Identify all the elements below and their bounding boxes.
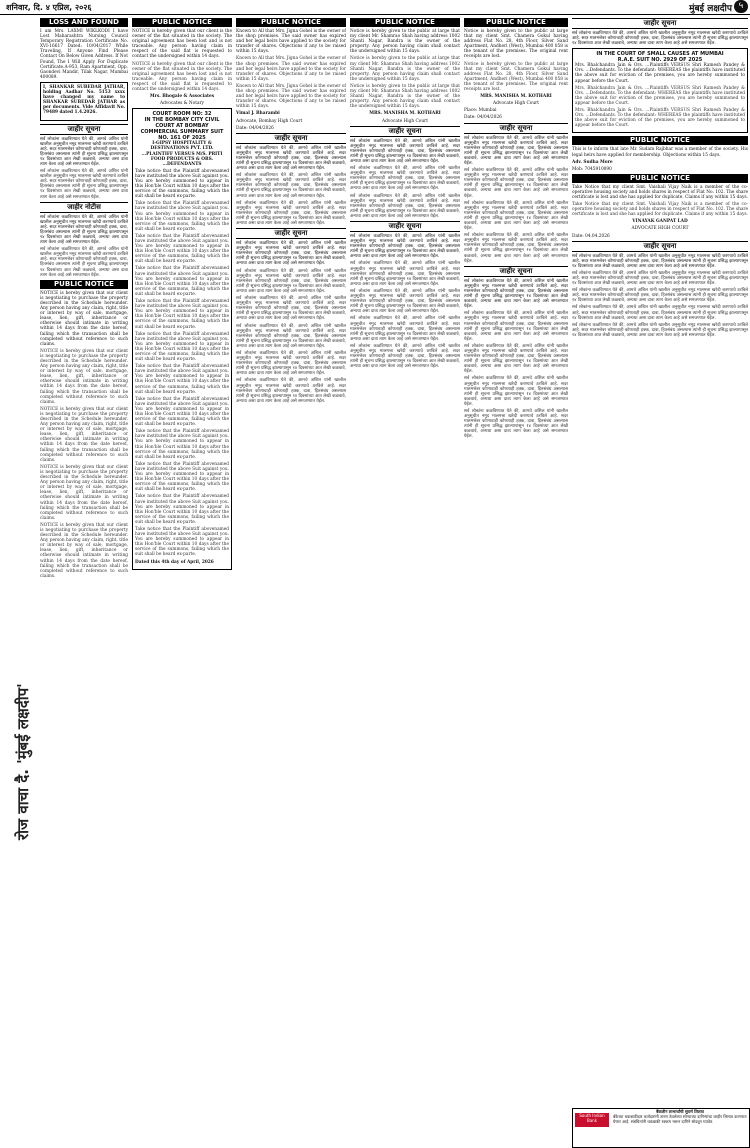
jahir-soochna-body-3: सर्व लोकांना कळविण्यात येते की, आमचे अशिल यांनी खालील अनुसूचीत नमूद मालमत्ता खरेदी करण्याचे ठरविले आहे. सदर मालमत्तेवर कोणाचाही कोणताही हक्क, दावा, हितसंबंध असल्यास त्यांनी ही सूचना प्रसिद्ध झाल्यापासून १४ दिवसांच्या आत लेखी कळवावे, अन्यथा असा दावा त्याग केला आहे असे समजण्यात येईल.	[236, 241, 346, 267]
small-causes-body-3: Mrs. Bhalchandra Jain & Ors. ...Plaintiffs VERSUS Shri Ramesh Pandey & Ors. ...Defendants. To the defendant: WHEREAS the plaintiffs have instituted the above suit for eviction of the premises, you are hereby summoned to appear before the Court.	[575, 108, 745, 129]
court-parties: I-GIPSY HOSPITALITY & DESTINATIONS PVT. LTD. ...PLAINTIFF VERSUS M/S. PRITI FOOD PRODUCTS & ORS. ...DEFENDANTS	[141, 141, 223, 167]
public-notice-f-body: Take Notice that my client Smt. Vaishali Vijay Naik is a member of the co-operative housing society and holds shares in respect of Flat No. 102. The share certificate is lost and she has applied for duplicate. Claims if any within 15 days.	[572, 184, 748, 200]
public-notice-e-place: Place: Mumbai	[464, 108, 497, 114]
public-notice-c-signed: Vimal J. Bharambi	[236, 111, 280, 117]
public-notice-g-body: This is to inform that late Mr. Sudam Rajbhar was a member of the society. His legal heirs have applied for membership. Objections within 15 days.	[572, 147, 748, 158]
jahir-soochna-body-4: सर्व लोकांना कळविण्यात येते की, आमचे अशिल यांनी खालील अनुसूचीत नमूद मालमत्ता खरेदी करण्याचे ठरविले आहे. सदर मालमत्तेवर कोणाचाही कोणताही हक्क, दावा, हितसंबंध असल्यास त्यांनी ही सूचना प्रसिद्ध झाल्यापासून १४ दिवसांच्या आत लेखी कळवावे, अन्यथा असा दावा त्याग केला आहे असे समजण्यात येईल.	[350, 138, 460, 164]
jahir-soochna-heading-8: जाहीर सूचना	[572, 18, 748, 29]
small-causes-heading: IN THE COURT OF SMALL CAUSES AT MUMBAI	[596, 51, 724, 58]
public-notice-d-heading: PUBLIC NOTICE	[350, 18, 460, 27]
jahir-soochna-body-2b: सर्व लोकांना कळविण्यात येते की, आमचे अशिल यांनी खालील अनुसूचीत नमूद मालमत्ता खरेदी करण्याचे ठरविले आहे. सदर मालमत्तेवर कोणाचाही कोणताही हक्क, दावा, हितसंबंध असल्यास त्यांनी ही सूचना प्रसिद्ध झाल्यापासून १४ दिवसांच्या आत लेखी कळवावे, अन्यथा असा दावा त्याग केला आहे असे समजण्यात येईल.	[236, 173, 346, 199]
jahir-soochna-heading-4: जाहीर सूचना	[350, 126, 460, 137]
name-change-body: I, SHANKAR SUBEDAR JATHAR, holding Aadhar No. 5153 xxxx have changed my name to SHANKAR SUBEDAR JATHAR as per documents. Vide Affidavit No. 79489 dated 1.4.2026.	[43, 84, 125, 116]
public-notice-a-heading: PUBLIC NOTICE	[40, 280, 128, 289]
court-date: Dated this 4th day of April, 2026	[135, 559, 214, 565]
jahir-soochna-body-7: सर्व लोकांना कळविण्यात येते की, आमचे अशिल यांनी खालील अनुसूचीत नमूद मालमत्ता खरेदी करण्याचे ठरविले आहे. सदर मालमत्तेवर कोणाचाही कोणताही हक्क, दावा, हितसंबंध असल्यास त्यांनी ही सूचना प्रसिद्ध झाल्यापासून १४ दिवसांच्या आत लेखी कळवावे, अन्यथा असा दावा त्याग केला आहे असे समजण्यात येईल.	[464, 278, 568, 310]
court-name: IN THE BOMBAY CITY CIVIL COURT AT BOMBAY	[144, 117, 220, 130]
public-notice-e-body-2: Notice is hereby given to the public at large that my client Smt. Chamera Gokul having address Flat No. 28, 4th Floor, Silver Sand Apartment, Andheri (West), Mumbai 400 058 is the tenant of the premises. The original rent receipts are lost.	[464, 61, 568, 93]
masthead	[0, 0, 750, 15]
small-causes-body: Mrs. Bhalchandra Jain & Ors. ...Plaintiffs VERSUS Shri Ramesh Pandey & Ors. ...Defendants. To the defendant: WHEREAS the plaintiffs have instituted the above suit for eviction of the premises, you are hereby summoned to appear before the Court.	[575, 63, 745, 84]
court-body-4: Take notice that the Plaintiff abovenamed have instituted the above Suit against you. You are hereby summoned to appear in this Hon'ble Court within 10 days after the service of the summons, failing which the suit shall be heard ex-parte.	[135, 266, 229, 297]
public-notice-a-body-c: NOTICE is hereby given that our client is negotiating to purchase the property described in the Schedule hereunder. Any person having any claim, right, title or interest by way of sale, mortgage, lease, lien, gift, inheritance or otherwise should intimate in writing within 14 days from the date hereof, failing which the transaction shall be completed without reference to such claims.	[40, 406, 128, 463]
court-body-8: Take notice that the Plaintiff abovenamed have instituted the above Suit against you. You are hereby summoned to appear in this Hon'ble Court within 10 days after the service of the summons, failing which the suit shall be heard ex-parte.	[135, 396, 229, 428]
jahir-soochna-heading-2: जाहीर सूचना	[236, 133, 346, 144]
public-notice-b-signed: Mrs. Bhogale & Associates	[149, 94, 215, 100]
jahir-soochna-body-3d: सर्व लोकांना कळविण्यात येते की, आमचे अशिल यांनी खालील अनुसूचीत नमूद मालमत्ता खरेदी करण्याचे ठरविले आहे. सदर मालमत्तेवर कोणाचाही कोणताही हक्क, दावा, हितसंबंध असल्यास त्यांनी ही सूचना प्रसिद्ध झाल्यापासून १४ दिवसांच्या आत लेखी कळवावे, अन्यथा असा दावा त्याग केला आहे असे समजण्यात येईल.	[236, 323, 346, 349]
public-notice-f-role: ADVOCATE HIGH COURT	[631, 226, 689, 232]
masthead-title: मुंबई लक्षदीप	[689, 4, 732, 14]
jahir-soochna-heading-1: जाहीर सूचना	[40, 124, 128, 135]
jahir-soochna-body-5c: सर्व लोकांना कळविण्यात येते की, आमचे अशिल यांनी खालील अनुसूचीत नमूद मालमत्ता खरेदी करण्याचे ठरविले आहे. सदर मालमत्तेवर कोणाचाही कोणताही हक्क, दावा, हितसंबंध असल्यास त्यांनी ही सूचना प्रसिद्ध झाल्यापासून १४ दिवसांच्या आत लेखी कळवावे, अन्यथा असा दावा त्याग केला आहे असे समजण्यात येईल.	[350, 288, 460, 315]
jahir-soochna-body-9e: सर्व लोकांना कळविण्यात येते की, आमचे अशिल यांनी खालील अनुसूचीत नमूद मालमत्ता खरेदी करण्याचे ठरविले आहे. सदर मालमत्तेवर कोणाचाही कोणताही हक्क, दावा, हितसंबंध असल्यास त्यांनी ही सूचना प्रसिद्ध झाल्यापासून १४ दिवसांच्या आत लेखी कळवावे, अन्यथा असा दावा त्याग केला आहे असे समजण्यात येईल.	[572, 322, 748, 338]
public-notice-c-role: Advocate, Bombay High Court	[236, 118, 303, 124]
public-notice-e-body: Notice is hereby given to the public at large that my client Smt. Chamera Gokul having address Flat No. 28, 4th Floor, Silver Sand Apartment, Andheri (West), Mumbai 400 058 is the tenant of the premises. The original rent receipts are lost.	[464, 29, 568, 60]
public-notice-g-role: Mob: 7045910090	[572, 166, 612, 172]
jahir-soochna-body-6d: सर्व लोकांना कळविण्यात येते की, आमचे अशिल यांनी खालील अनुसूचीत नमूद मालमत्ता खरेदी करण्याचे ठरविले आहे. सदर मालमत्तेवर कोणाचाही कोणताही हक्क, दावा, हितसंबंध असल्यास त्यांनी ही सूचना प्रसिद्ध झाल्यापासून १४ दिवसांच्या आत लेखी कळवावे, अन्यथा असा दावा त्याग केला आहे असे समजण्यात येईल.	[464, 233, 568, 264]
public-notice-b-body: NOTICE is hereby given that our client is the owner of the flat situated in the society. The original agreement has been lost and is not traceable. Any person having claim in respect of the said flat is requested to contact the undersigned within 14 days.	[132, 29, 232, 60]
public-notice-d-signed: MRS. MANISHA M. KOTHARI	[369, 111, 441, 117]
jahir-soochna-heading-3: जाहीर सूचना	[236, 228, 346, 239]
lost-found-heading: LOSS AND FOUND	[40, 18, 128, 27]
page-number: ५	[734, 0, 748, 13]
jahir-soochna-body-3e: सर्व लोकांना कळविण्यात येते की, आमचे अशिल यांनी खालील अनुसूचीत नमूद मालमत्ता खरेदी करण्याचे ठरविले आहे. सदर मालमत्तेवर कोणाचाही कोणताही हक्क, दावा, हितसंबंध असल्यास त्यांनी ही सूचना प्रसिद्ध झाल्यापासून १४ दिवसांच्या आत लेखी कळवावे, अन्यथा असा दावा त्याग केला आहे असे समजण्यात येईल.	[236, 350, 346, 377]
public-notice-c-body-2: Known to All that Mrs. Jigna Gohel is the owner of the shop premises. The said owner has expired and her legal heirs have applied to the society for transfer of shares. Objections if any to be raised within 15 days.	[236, 56, 346, 82]
jahir-soochna-body-6b: सर्व लोकांना कळविण्यात येते की, आमचे अशिल यांनी खालील अनुसूचीत नमूद मालमत्ता खरेदी करण्याचे ठरविले आहे. सदर मालमत्तेवर कोणाचाही कोणताही हक्क, दावा, हितसंबंध असल्यास त्यांनी ही सूचना प्रसिद्ध झाल्यापासून १४ दिवसांच्या आत लेखी कळवावे, अन्यथा असा दावा त्याग केला आहे असे समजण्यात येईल.	[464, 168, 568, 199]
court-body-2: Take notice that the Plaintiff abovenamed have instituted the above Suit against you. You are hereby summoned to appear in this Hon'ble Court within 10 days after the service of the summons, failing which the suit shall be heard ex-parte.	[135, 201, 229, 232]
jahir-soochna-body-8: सर्व लोकांना कळविण्यात येते की, आमचे अशिल यांनी खालील अनुसूचीत नमूद मालमत्ता खरेदी करण्याचे ठरविले आहे. सदर मालमत्तेवर कोणाचाही कोणताही हक्क, दावा, हितसंबंध असल्यास त्यांनी ही सूचना प्रसिद्ध झाल्यापासून १४ दिवसांच्या आत लेखी कळवावे, अन्यथा असा दावा त्याग केला आहे असे समजण्यात येईल.	[572, 31, 748, 47]
column-6	[572, 16, 748, 1104]
public-notice-b-heading: PUBLIC NOTICE	[132, 18, 232, 27]
public-notice-d-body-2: Notice is hereby given to the public at large that my client Mr. Shamrao Shah having address 1002 Shanti Nagar, Bandra is the owner of the property. Any person having claim shall contact the undersigned within 15 days.	[350, 56, 460, 82]
masthead-date: शनिवार, दि. ४ एप्रिल, २०२६	[6, 3, 92, 12]
public-notice-d-body-3: Notice is hereby given to the public at large that my client Mr. Shamrao Shah having address 1002 Shanti Nagar, Bandra is the owner of the property. Any person having claim shall contact the undersigned within 15 days.	[350, 83, 460, 110]
jahir-soochna-body-3f: सर्व लोकांना कळविण्यात येते की, आमचे अशिल यांनी खालील अनुसूचीत नमूद मालमत्ता खरेदी करण्याचे ठरविले आहे. सदर मालमत्तेवर कोणाचाही कोणताही हक्क, दावा, हितसंबंध असल्यास त्यांनी ही सूचना प्रसिद्ध झाल्यापासून १४ दिवसांच्या आत लेखी कळवावे, अन्यथा असा दावा त्याग केला आहे असे समजण्यात येईल.	[236, 378, 346, 404]
bank-logo: South Indian Bank	[575, 1113, 609, 1127]
court-body-5: Take notice that the Plaintiff abovenamed have instituted the above Suit against you. You are hereby summoned to appear in this Hon'ble Court within 10 days after the service of the summons, failing which the suit shall be heard ex-parte.	[135, 299, 229, 330]
public-notice-a-body-d: NOTICE is hereby given that our client is negotiating to purchase the property described in the Schedule hereunder. Any person having any claim, right, title or interest by way of sale, mortgage, lease, lien, gift, inheritance or otherwise should intimate in writing within 14 days from the date hereof, failing which the transaction shall be completed without reference to such claims.	[40, 464, 128, 521]
jahir-soochna-body-9b: सर्व लोकांना कळविण्यात येते की, आमचे अशिल यांनी खालील अनुसूचीत नमूद मालमत्ता खरेदी करण्याचे ठरविले आहे. सदर मालमत्तेवर कोणाचाही कोणताही हक्क, दावा, हितसंबंध असल्यास त्यांनी ही सूचना प्रसिद्ध झाल्यापासून १४ दिवसांच्या आत लेखी कळवावे, अन्यथा असा दावा त्याग केला आहे असे समजण्यात येईल.	[572, 270, 748, 287]
court-body-7: Take notice that the Plaintiff abovenamed have instituted the above Suit against you. You are hereby summoned to appear in this Hon'ble Court within 10 days after the service of the summons, failing which the suit shall be heard ex-parte.	[135, 364, 229, 395]
jahir-soochna-body-2: सर्व लोकांना कळविण्यात येते की, आमचे अशिल यांनी खालील अनुसूचीत नमूद मालमत्ता खरेदी करण्याचे ठरविले आहे. सदर मालमत्तेवर कोणाचाही कोणताही हक्क, दावा, हितसंबंध असल्यास त्यांनी ही सूचना प्रसिद्ध झाल्यापासून १४ दिवसांच्या आत लेखी कळवावे, अन्यथा असा दावा त्याग केला आहे असे समजण्यात येईल.	[236, 145, 346, 172]
jahir-soochna-body-3b: सर्व लोकांना कळविण्यात येते की, आमचे अशिल यांनी खालील अनुसूचीत नमूद मालमत्ता खरेदी करण्याचे ठरविले आहे. सदर मालमत्तेवर कोणाचाही कोणताही हक्क, दावा, हितसंबंध असल्यास त्यांनी ही सूचना प्रसिद्ध झाल्यापासून १४ दिवसांच्या आत लेखी कळवावे, अन्यथा असा दावा त्याग केला आहे असे समजण्यात येईल.	[236, 268, 346, 294]
court-body-11: Take notice that the Plaintiff abovenamed have instituted the above Suit against you. You are hereby summoned to appear in this Hon'ble Court within 10 days after the service of the summons, failing which the suit shall be heard ex-parte.	[135, 494, 229, 525]
jahir-soochna-heading-9: जाहीर सूचना	[572, 241, 748, 252]
column-1	[40, 16, 128, 1146]
jahir-soochna-body-2c: सर्व लोकांना कळविण्यात येते की, आमचे अशिल यांनी खालील अनुसूचीत नमूद मालमत्ता खरेदी करण्याचे ठरविले आहे. सदर मालमत्तेवर कोणाचाही कोणताही हक्क, दावा, हितसंबंध असल्यास त्यांनी ही सूचना प्रसिद्ध झाल्यापासून १४ दिवसांच्या आत लेखी कळवावे, अन्यथा असा दावा त्याग केला आहे असे समजण्यात येईल.	[236, 200, 346, 226]
jahir-soochna-body-9c: सर्व लोकांना कळविण्यात येते की, आमचे अशिल यांनी खालील अनुसूचीत नमूद मालमत्ता खरेदी करण्याचे ठरविले आहे. सदर मालमत्तेवर कोणाचाही कोणताही हक्क, दावा, हितसंबंध असल्यास त्यांनी ही सूचना प्रसिद्ध झाल्यापासून १४ दिवसांच्या आत लेखी कळवावे, अन्यथा असा दावा त्याग केला आहे असे समजण्यात येईल.	[572, 288, 748, 304]
public-notice-g-heading: PUBLIC NOTICE	[572, 136, 748, 145]
jahir-soochna-body-3c: सर्व लोकांना कळविण्यात येते की, आमचे अशिल यांनी खालील अनुसूचीत नमूद मालमत्ता खरेदी करण्याचे ठरविले आहे. सदर मालमत्तेवर कोणाचाही कोणताही हक्क, दावा, हितसंबंध असल्यास त्यांनी ही सूचना प्रसिद्ध झाल्यापासून १४ दिवसांच्या आत लेखी कळवावे, अन्यथा असा दावा त्याग केला आहे असे समजण्यात येईल.	[236, 296, 346, 322]
jahir-soochna-body-7c: सर्व लोकांना कळविण्यात येते की, आमचे अशिल यांनी खालील अनुसूचीत नमूद मालमत्ता खरेदी करण्याचे ठरविले आहे. सदर मालमत्तेवर कोणाचाही कोणताही हक्क, दावा, हितसंबंध असल्यास त्यांनी ही सूचना प्रसिद्ध झाल्यापासून १४ दिवसांच्या आत लेखी कळवावे, अन्यथा असा दावा त्याग केला आहे असे समजण्यात येईल.	[464, 343, 568, 375]
bank-auction-notice	[572, 1108, 750, 1148]
jahir-soochna-body-5b: सर्व लोकांना कळविण्यात येते की, आमचे अशिल यांनी खालील अनुसूचीत नमूद मालमत्ता खरेदी करण्याचे ठरविले आहे. सदर मालमत्तेवर कोणाचाही कोणताही हक्क, दावा, हितसंबंध असल्यास त्यांनी ही सूचना प्रसिद्ध झाल्यापासून १४ दिवसांच्या आत लेखी कळवावे, अन्यथा असा दावा त्याग केला आहे असे समजण्यात येईल.	[350, 261, 460, 287]
jahir-notice-body: सर्व लोकांना कळविण्यात येते की, आमचे अशिल यांनी खालील अनुसूचीत नमूद मालमत्ता खरेदी करण्याचे ठरविले आहे. सदर मालमत्तेवर कोणाचाही कोणताही हक्क, दावा, हितसंबंध असल्यास त्यांनी ही सूचना प्रसिद्ध झाल्यापासून १४ दिवसांच्या आत लेखी कळवावे, अन्यथा असा दावा त्याग केला आहे असे समजण्यात येईल.	[40, 214, 128, 246]
column-3	[236, 16, 346, 1146]
jahir-soochna-body-9d: सर्व लोकांना कळविण्यात येते की, आमचे अशिल यांनी खालील अनुसूचीत नमूद मालमत्ता खरेदी करण्याचे ठरविले आहे. सदर मालमत्तेवर कोणाचाही कोणताही हक्क, दावा, हितसंबंध असल्यास त्यांनी ही सूचना प्रसिद्ध झाल्यापासून १४ दिवसांच्या आत लेखी कळवावे, अन्यथा असा दावा त्याग केला आहे असे समजण्यात येईल.	[572, 305, 748, 321]
jahir-soochna-body-4b: सर्व लोकांना कळविण्यात येते की, आमचे अशिल यांनी खालील अनुसूचीत नमूद मालमत्ता खरेदी करण्याचे ठरविले आहे. सदर मालमत्तेवर कोणाचाही कोणताही हक्क, दावा, हितसंबंध असल्यास त्यांनी ही सूचना प्रसिद्ध झाल्यापासून १४ दिवसांच्या आत लेखी कळवावे, अन्यथा असा दावा त्याग केला आहे असे समजण्यात येईल.	[350, 166, 460, 192]
jahir-soochna-body-1b: सर्व लोकांना कळविण्यात येते की, आमचे अशिल यांनी खालील अनुसूचीत नमूद मालमत्ता खरेदी करण्याचे ठरविले आहे. सदर मालमत्तेवर कोणाचाही कोणताही हक्क, दावा, हितसंबंध असल्यास त्यांनी ही सूचना प्रसिद्ध झाल्यापासून १४ दिवसांच्या आत लेखी कळवावे, अन्यथा असा दावा त्याग केला आहे असे समजण्यात येईल.	[40, 169, 128, 200]
jahir-notice-body-b: सर्व लोकांना कळविण्यात येते की, आमचे अशिल यांनी खालील अनुसूचीत नमूद मालमत्ता खरेदी करण्याचे ठरविले आहे. सदर मालमत्तेवर कोणाचाही कोणताही हक्क, दावा, हितसंबंध असल्यास त्यांनी ही सूचना प्रसिद्ध झाल्यापासून १४ दिवसांच्या आत लेखी कळवावे, अन्यथा असा दावा त्याग केला आहे असे समजण्यात येईल.	[40, 247, 128, 278]
jahir-soochna-heading-6: जाहीर सूचना	[464, 123, 568, 134]
public-notice-d-role: Advocate High Court	[382, 118, 428, 124]
public-notice-c-body-3: Known to All that Mrs. Jigna Gohel is the owner of the shop premises. The said owner has expired and her legal heirs have applied to the society for transfer of shares. Objections if any to be raised within 15 days.	[236, 83, 346, 110]
public-notice-a-body: NOTICE is hereby given that our client is negotiating to purchase the property described in the Schedule hereunder. Any person having any claim, right, title or interest by way of sale, mortgage, lease, lien, gift, inheritance or otherwise should intimate in writing within 14 days from the date hereof, failing which the transaction shall be completed without reference to such claims.	[40, 290, 128, 347]
public-notice-c-body: Known to All that Mrs. Jigna Gohel is the owner of the shop premises. The said owner has expired and her legal heirs have applied to the society for transfer of shares. Objections if any to be raised within 15 days.	[236, 29, 346, 55]
public-notice-f-body-2: Take Notice that my client Smt. Vaishali Vijay Naik is a member of the co-operative housing society and holds shares in respect of Flat No. 102. The share certificate is lost and she has applied for duplicate. Claims if any within 15 days.	[572, 202, 748, 218]
public-notice-e-heading: PUBLIC NOTICE	[464, 18, 568, 27]
public-notice-f-date: Date: 04.04.2026	[572, 233, 610, 239]
court-room-heading: COURT ROOM NO: 32	[152, 111, 212, 118]
jahir-soochna-body-6c: सर्व लोकांना कळविण्यात येते की, आमचे अशिल यांनी खालील अनुसूचीत नमूद मालमत्ता खरेदी करण्याचे ठरविले आहे. सदर मालमत्तेवर कोणाचाही कोणताही हक्क, दावा, हितसंबंध असल्यास त्यांनी ही सूचना प्रसिद्ध झाल्यापासून १४ दिवसांच्या आत लेखी कळवावे, अन्यथा असा दावा त्याग केला आहे असे समजण्यात येईल.	[464, 200, 568, 232]
jahir-soochna-body-5d: सर्व लोकांना कळविण्यात येते की, आमचे अशिल यांनी खालील अनुसूचीत नमूद मालमत्ता खरेदी करण्याचे ठरविले आहे. सदर मालमत्तेवर कोणाचाही कोणताही हक्क, दावा, हितसंबंध असल्यास त्यांनी ही सूचना प्रसिद्ध झाल्यापासून १४ दिवसांच्या आत लेखी कळवावे, अन्यथा असा दावा त्याग केला आहे असे समजण्यात येईल.	[350, 316, 460, 342]
public-notice-f-signed: VINAYAK GANPAT LAD	[632, 219, 688, 225]
lost-found-body: I am Mrs. LAXMI WIKLKODI I have Lost Maharashtra Nursing Council Temporary Registration Certificate No. XVI-16617 Dated: 10/04/2017 While Traveling, If Anyone Find Please Contact On Below Given Address. If Not Found, The I Will Apply For Duplicate Certificate.A-953, Ram Apartment, Opp. Gaondevi Mandir, Tilak Nagar, Mumbai 400089.	[40, 29, 128, 80]
court-body: Take notice that the Plaintiff abovenamed have instituted the above Suit against you. You are hereby summoned to appear in this Hon'ble Court within 10 days after the service of the summons, failing which the suit shall be heard ex-parte.	[135, 168, 229, 200]
small-causes-suit: R.A.E. SUIT NO. 2929 OF 2025	[617, 57, 703, 64]
bank-notice-heading: बैंकलीन लाभार्थांची सुवर्ण लिलाव	[656, 1109, 704, 1114]
vertical-banner-text: रोज वाचा दै. 'मुंबई लक्षदीप'	[14, 683, 32, 840]
public-notice-b-body-2: NOTICE is hereby given that our client is the owner of the flat situated in the society. The original agreement has been lost and is not traceable. Any person having claim in respect of the said flat is requested to contact the undersigned within 14 days.	[132, 61, 232, 93]
public-notice-d-body: Notice is hereby given to the public at large that my client Mr. Shamrao Shah having address 1002 Shanti Nagar, Bandra is the owner of the property. Any person having claim shall contact the undersigned within 15 days.	[350, 29, 460, 55]
public-notice-g-signed: Adv. Sudha More	[572, 159, 613, 165]
public-notice-f-heading: PUBLIC NOTICE	[572, 174, 748, 183]
column-4	[350, 16, 460, 1146]
jahir-soochna-body-6: सर्व लोकांना कळविण्यात येते की, आमचे अशिल यांनी खालील अनुसूचीत नमूद मालमत्ता खरेदी करण्याचे ठरविले आहे. सदर मालमत्तेवर कोणाचाही कोणताही हक्क, दावा, हितसंबंध असल्यास त्यांनी ही सूचना प्रसिद्ध झाल्यापासून १४ दिवसांच्या आत लेखी कळवावे, अन्यथा असा दावा त्याग केला आहे असे समजण्यात येईल.	[464, 135, 568, 166]
court-body-3: Take notice that the Plaintiff abovenamed have instituted the above Suit against you. You are hereby summoned to appear in this Hon'ble Court within 10 days after the service of the summons, failing which the suit shall be heard ex-parte.	[135, 233, 229, 265]
court-body-12: Take notice that the Plaintiff abovenamed have instituted the above Suit against you. You are hereby summoned to appear in this Hon'ble Court within 10 days after the service of the summons, failing which the suit shall be heard ex-parte.	[135, 526, 229, 558]
court-body-9: Take notice that the Plaintiff abovenamed have instituted the above Suit against you. You are hereby summoned to appear in this Hon'ble Court within 10 days after the service of the summons, failing which the suit shall be heard ex-parte.	[135, 429, 229, 460]
jahir-soochna-body-7e: सर्व लोकांना कळविण्यात येते की, आमचे अशिल यांनी खालील अनुसूचीत नमूद मालमत्ता खरेदी करण्याचे ठरविले आहे. सदर मालमत्तेवर कोणाचाही कोणताही हक्क, दावा, हितसंबंध असल्यास त्यांनी ही सूचना प्रसिद्ध झाल्यापासून १४ दिवसांच्या आत लेखी कळवावे, अन्यथा असा दावा त्याग केला आहे असे समजण्यात येईल.	[464, 409, 568, 440]
column-5	[464, 16, 568, 1146]
public-notice-c-heading: PUBLIC NOTICE	[236, 18, 346, 27]
small-causes-body-2: Mrs. Bhalchandra Jain & Ors. ...Plaintiffs VERSUS Shri Ramesh Pandey & Ors. ...Defendants. To the defendant: WHEREAS the plaintiffs have instituted the above suit for eviction of the premises, you are hereby summoned to appear before the Court.	[575, 85, 745, 106]
jahir-soochna-body-7d: सर्व लोकांना कळविण्यात येते की, आमचे अशिल यांनी खालील अनुसूचीत नमूद मालमत्ता खरेदी करण्याचे ठरविले आहे. सदर मालमत्तेवर कोणाचाही कोणताही हक्क, दावा, हितसंबंध असल्यास त्यांनी ही सूचना प्रसिद्ध झाल्यापासून १४ दिवसांच्या आत लेखी कळवावे, अन्यथा असा दावा त्याग केला आहे असे समजण्यात येईल.	[464, 376, 568, 407]
jahir-soochna-heading-7: जाहीर सूचना	[464, 266, 568, 277]
bank-notice-body: बँकेच्या थकबाकीदार कर्जदारांनी तारण ठेवलेल्या सोन्याच्या दागिन्यांचा जाहीर लिलाव करण्यात येणार आहे. संबंधितांनी थकबाकी रक्कम भरून दागिने सोडवून घ्यावेत.	[613, 1113, 747, 1124]
jahir-soochna-body-9: सर्व लोकांना कळविण्यात येते की, आमचे अशिल यांनी खालील अनुसूचीत नमूद मालमत्ता खरेदी करण्याचे ठरविले आहे. सदर मालमत्तेवर कोणाचाही कोणताही हक्क, दावा, हितसंबंध असल्यास त्यांनी ही सूचना प्रसिद्ध झाल्यापासून १४ दिवसांच्या आत लेखी कळवावे, अन्यथा असा दावा त्याग केला आहे असे समजण्यात येईल.	[572, 253, 748, 269]
jahir-soochna-heading-5: जाहीर सूचना	[350, 221, 460, 232]
jahir-notice-heading: जाहीर नोटीस	[40, 202, 128, 213]
jahir-soochna-body-4c: सर्व लोकांना कळविण्यात येते की, आमचे अशिल यांनी खालील अनुसूचीत नमूद मालमत्ता खरेदी करण्याचे ठरविले आहे. सदर मालमत्तेवर कोणाचाही कोणताही हक्क, दावा, हितसंबंध असल्यास त्यांनी ही सूचना प्रसिद्ध झाल्यापासून १४ दिवसांच्या आत लेखी कळवावे, अन्यथा असा दावा त्याग केला आहे असे समजण्यात येईल.	[350, 193, 460, 219]
vertical-banner	[14, 490, 34, 850]
public-notice-e-role: Advocate High Court	[493, 101, 539, 107]
jahir-soochna-body-5: सर्व लोकांना कळविण्यात येते की, आमचे अशिल यांनी खालील अनुसूचीत नमूद मालमत्ता खरेदी करण्याचे ठरविले आहे. सदर मालमत्तेवर कोणाचाही कोणताही हक्क, दावा, हितसंबंध असल्यास त्यांनी ही सूचना प्रसिद्ध झाल्यापासून १४ दिवसांच्या आत लेखी कळवावे, अन्यथा असा दावा त्याग केला आहे असे समजण्यात येईल.	[350, 234, 460, 260]
jahir-soochna-body-1: सर्व लोकांना कळविण्यात येते की, आमचे अशिल यांनी खालील अनुसूचीत नमूद मालमत्ता खरेदी करण्याचे ठरविले आहे. सदर मालमत्तेवर कोणाचाही कोणताही हक्क, दावा, हितसंबंध असल्यास त्यांनी ही सूचना प्रसिद्ध झाल्यापासून १४ दिवसांच्या आत लेखी कळवावे, अन्यथा असा दावा त्याग केला आहे असे समजण्यात येईल.	[40, 136, 128, 167]
public-notice-e-date: Date: 04/04/2026	[464, 115, 502, 121]
public-notice-a-body-b: NOTICE is hereby given that our client is negotiating to purchase the property described in the Schedule hereunder. Any person having any claim, right, title or interest by way of sale, mortgage, lease, lien, gift, inheritance or otherwise should intimate in writing within 14 days from the date hereof, failing which the transaction shall be completed without reference to such claims.	[40, 348, 128, 405]
court-suit-no: COMMERCIAL SUMMARY SUIT NO. 161 OF 2025	[140, 129, 224, 142]
column-2	[132, 16, 232, 1146]
public-notice-c-date: Date: 04/04/2026	[236, 125, 274, 131]
public-notice-a-body-e: NOTICE is hereby given that our client is negotiating to purchase the property described in the Schedule hereunder. Any person having any claim, right, title or interest by way of sale, mortgage, lease, lien, gift, inheritance or otherwise should intimate in writing within 14 days from the date hereof, failing which the transaction shall be completed without reference to such claims.	[40, 522, 128, 579]
jahir-soochna-body-7b: सर्व लोकांना कळविण्यात येते की, आमचे अशिल यांनी खालील अनुसूचीत नमूद मालमत्ता खरेदी करण्याचे ठरविले आहे. सदर मालमत्तेवर कोणाचाही कोणताही हक्क, दावा, हितसंबंध असल्यास त्यांनी ही सूचना प्रसिद्ध झाल्यापासून १४ दिवसांच्या आत लेखी कळवावे, अन्यथा असा दावा त्याग केला आहे असे समजण्यात येईल.	[464, 311, 568, 342]
court-body-10: Take notice that the Plaintiff abovenamed have instituted the above Suit against you. You are hereby summoned to appear in this Hon'ble Court within 10 days after the service of the summons, failing which the suit shall be heard ex-parte.	[135, 461, 229, 493]
public-notice-e-signed: MRS. MANISHA M. KOTHARI	[480, 94, 552, 100]
court-body-6: Take notice that the Plaintiff abovenamed have instituted the above Suit against you. You are hereby summoned to appear in this Hon'ble Court within 10 days after the service of the summons, failing which the suit shall be heard ex-parte.	[135, 331, 229, 363]
jahir-soochna-body-5e: सर्व लोकांना कळविण्यात येते की, आमचे अशिल यांनी खालील अनुसूचीत नमूद मालमत्ता खरेदी करण्याचे ठरविले आहे. सदर मालमत्तेवर कोणाचाही कोणताही हक्क, दावा, हितसंबंध असल्यास त्यांनी ही सूचना प्रसिद्ध झाल्यापासून १४ दिवसांच्या आत लेखी कळवावे, अन्यथा असा दावा त्याग केला आहे असे समजण्यात येईल.	[350, 343, 460, 370]
public-notice-b-role: Advocates & Notary	[160, 101, 204, 107]
